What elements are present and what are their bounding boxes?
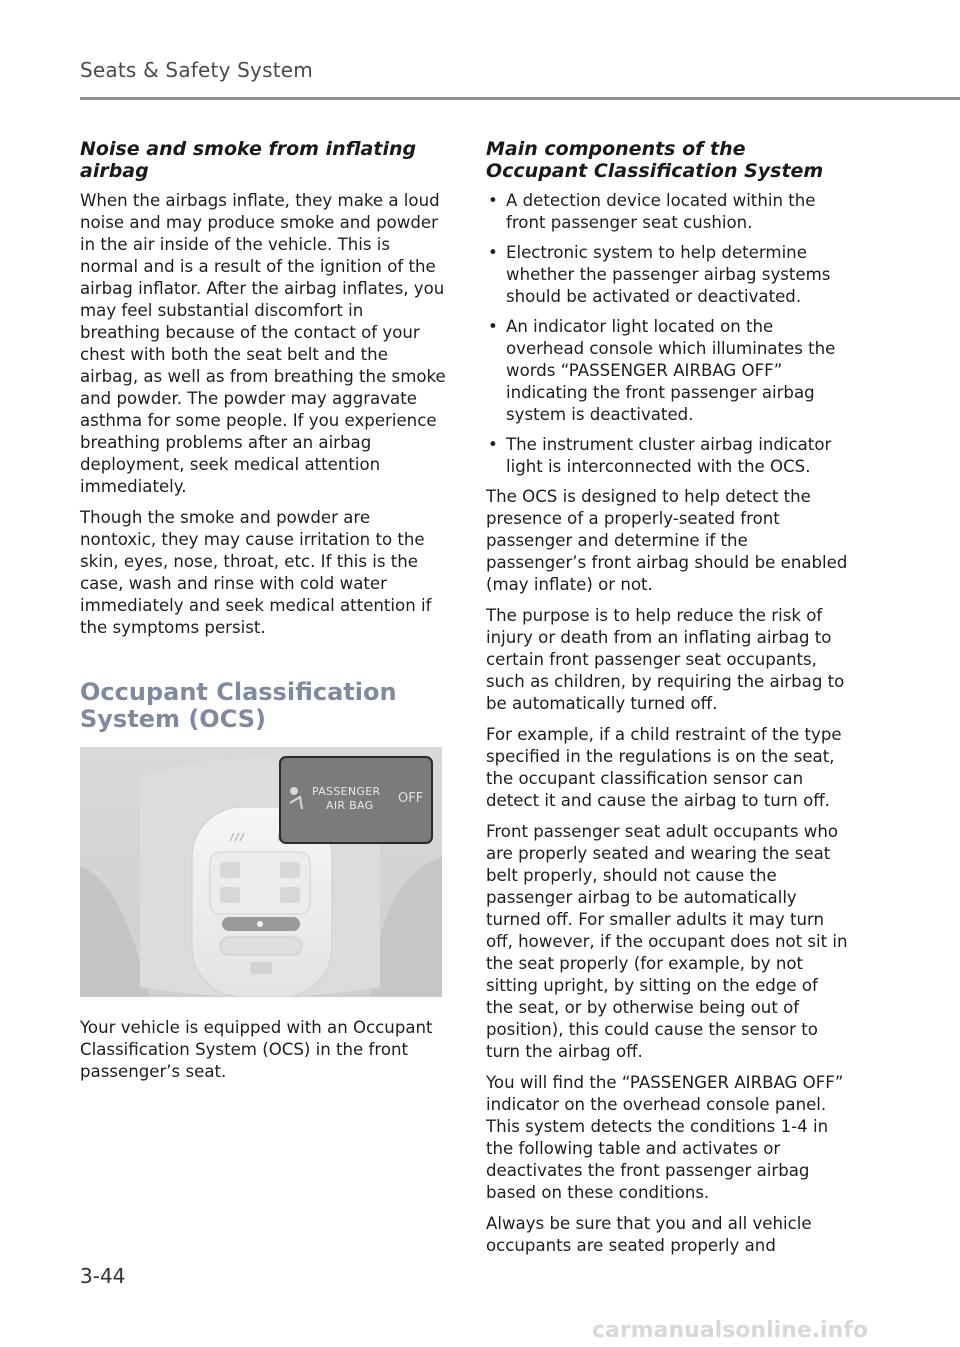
paragraph-ocs-design: The OCS is designed to help detect the presence of a properly-seated front passenger and determine if the passenger’s front airbag should be enabled (may inflate) or not. xyxy=(486,487,848,594)
section-heading-main-components: Main components of the Occupant Classification System xyxy=(486,138,824,182)
right-column xyxy=(486,138,848,1266)
running-header: Seats & Safety System xyxy=(80,58,313,82)
components-list xyxy=(486,190,848,478)
paragraph-indicator-location: You will find the “PASSENGER AIRBAG OFF” indicator on the overhead console panel. This system detects the conditions 1-4 in the following table and activates or deactivates the front passenger airbag based on these conditions. xyxy=(486,1073,844,1202)
watermark: carmanualsonline.info xyxy=(592,1318,868,1343)
overhead-console-figure xyxy=(80,747,442,997)
left-column xyxy=(80,138,446,1092)
paragraph-seated-properly: Always be sure that you and all vehicle occupants are seated properly and xyxy=(486,1214,812,1255)
section-heading-ocs: Occupant Classification System (OCS) xyxy=(80,678,397,733)
list-item: • An indicator light located on the overhead console which illuminates the words “PASSENGER AIRBAG OFF” indicating the front passenger airbag system is deactivated. xyxy=(488,317,836,424)
paragraph-noise: When the airbags inflate, they make a loud noise and may produce smoke and powder in the air inside of the vehicle. This is normal and is a result of the ignition of the airbag inflator. After the airbag inflates, you may feel substantial discomfort in breathing because of the contact of your chest with both the seat belt and the airbag, as well as from breathing the smoke and powder. The powder may aggravate asthma for some people. If you experience breathing problems after an airbag deployment, seek medical attention immediately. xyxy=(80,191,446,496)
paragraph-smoke-nontoxic: Though the smoke and powder are nontoxic, they may cause irritation to the skin, eyes, nose, throat, etc. If this is the case, wash and rinse with cold water immediately and seek medical attention if the symptoms persist. xyxy=(80,508,432,637)
list-item: • The instrument cluster airbag indicator light is interconnected with the OCS. xyxy=(488,435,832,476)
paragraph-adult-occupants: Front passenger seat adult occupants who are properly seated and wearing the seat belt properly, should not cause the passenger airbag to be automatically turned off. For smaller adults it may turn off, however, if the occupant does not sit in the seat properly (for example, by not sitting upright, by sitting on the edge of the seat, or by otherwise being out of position), this could cause the sensor to turn the airbag off. xyxy=(486,822,848,1061)
bullet-icon: • xyxy=(488,191,498,210)
list-item: • A detection device located within the front passenger seat cushion. xyxy=(488,191,816,232)
bullet-icon: • xyxy=(488,435,498,454)
list-item: • Electronic system to help determine whether the passenger airbag systems should be activated or deactivated. xyxy=(488,243,831,306)
bullet-icon: • xyxy=(488,317,498,336)
indicator-airbag-label: AIR BAG xyxy=(326,799,374,812)
paragraph-child-restraint: For example, if a child restraint of the type specified in the regulations is on the seat, the occupant classification sensor can detect it and cause the airbag to turn off. xyxy=(486,725,842,810)
indicator-off-label: OFF xyxy=(398,791,424,806)
paragraph-ocs-intro: Your vehicle is equipped with an Occupant Classification System (OCS) in the front passenger’s seat. xyxy=(80,1018,433,1081)
page-number: 3-44 xyxy=(80,1264,126,1288)
overhead-console-illustration xyxy=(80,747,442,997)
indicator-passenger-label: PASSENGER xyxy=(312,785,381,798)
paragraph-ocs-purpose: The purpose is to help reduce the risk of injury or death from an inflating airbag to certain front passenger seat occupants, such as children, by requiring the airbag to be automatically turned off. xyxy=(486,606,845,713)
header-divider xyxy=(80,97,960,100)
section-heading-noise-smoke: Noise and smoke from inflating airbag xyxy=(80,138,417,182)
bullet-icon: • xyxy=(488,243,498,262)
